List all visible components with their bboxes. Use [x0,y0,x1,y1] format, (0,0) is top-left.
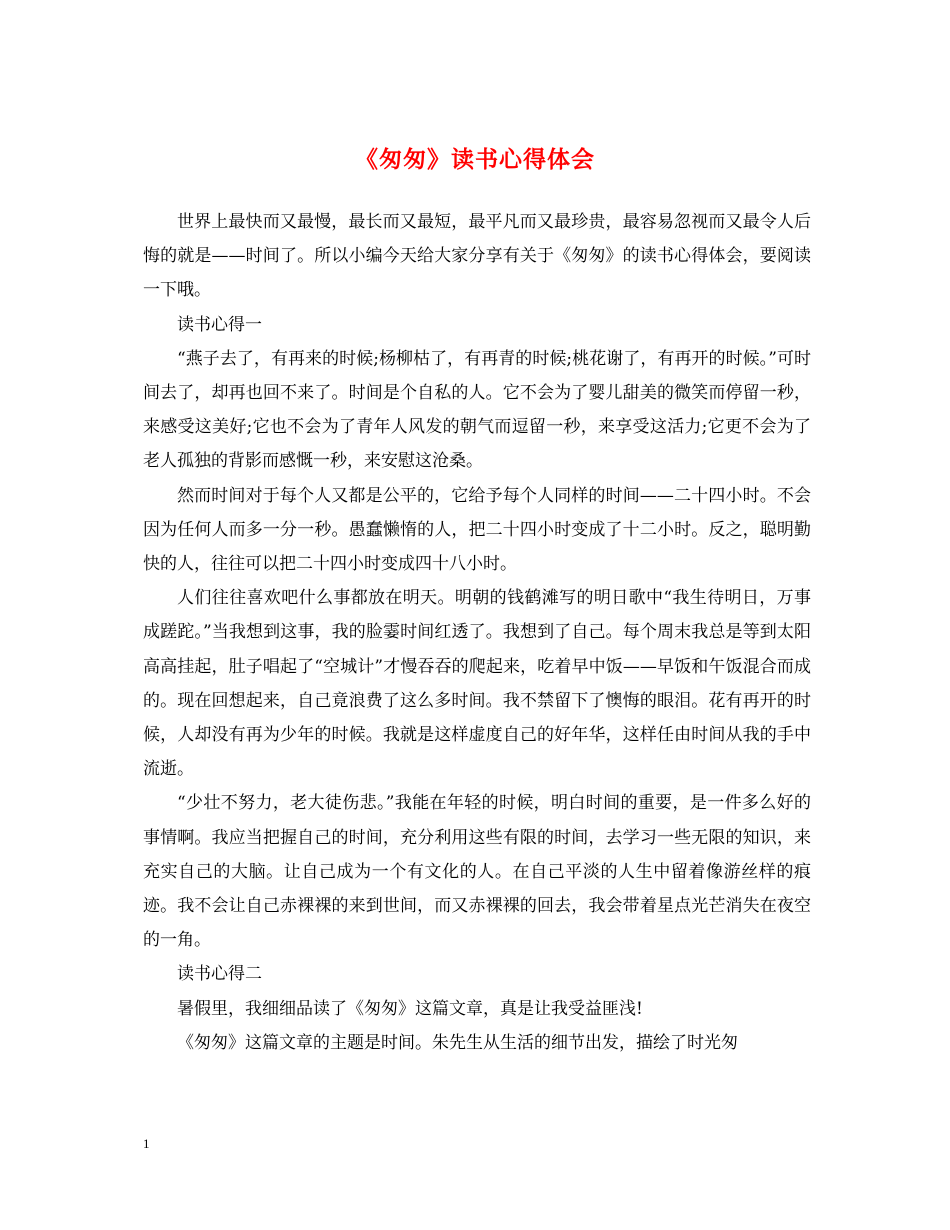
section-heading: 读书心得一 [177,314,262,335]
page-number: 1 [143,1136,150,1151]
body-paragraph: 《匆匆》这篇文章的主题是时间。朱先生从生活的细节出发，描绘了时光匆 [177,1032,738,1053]
document-title: 《匆匆》读书心得体会 [355,146,595,174]
body-paragraph: “少壮不努力，老大徒伤悲。”我能在年轻的时候，明白时间的重要，是一件多么好的事情啊。我应当把握自己的时间，充分利用这些有限的时间，去学习一些无限的知识，来充实自己的大脑。让自己成为一个有文化的人。在自己平淡的人生中留着像游丝样的痕迹。我不会让自己赤裸裸的来到世间，而又赤裸裸的回去，我会带着星点光芒消失在夜空的一角。 [143,793,811,951]
body-paragraph: 人们往往喜欢吧什么事都放在明天。明朝的钱鹤滩写的明日歌中“我生待明日，万事成蹉跎。”当我想到这事，我的脸霎时间红透了。我想到了自己。每个周末我总是等到太阳高高挂起，肚子唱起了“空城计”才慢吞吞的爬起来，吃着早中饭——早饭和午饭混合而成的。现在回想起来，自己竟浪费了这么多时间。我不禁留下了懊悔的眼泪。花有再开的时候，人却没有再为少年的时候。我就是这样虚度自己的好年华，这样任由时间从我的手中流逝。 [143,588,811,780]
document-body [143,205,811,1060]
section-heading: 读书心得二 [177,964,262,985]
body-paragraph: “燕子去了，有再来的时候;杨柳枯了，有再青的时候;桃花谢了，有再开的时候。”可时间去了，却再也回不来了。时间是个自私的人。它不会为了婴儿甜美的微笑而停留一秒，来感受这美好;它也不会为了青年人风发的朝气而逗留一秒，来享受这活力;它更不会为了老人孤独的背影而感慨一秒，来安慰这沧桑。 [143,348,811,472]
body-paragraph: 然而时间对于每个人又都是公平的，它给予每个人同样的时间——二十四小时。不会因为任何人而多一分一秒。愚蠢懒惰的人，把二十四小时变成了十二小时。反之，聪明勤快的人，往往可以把二十四小时变成四十八小时。 [143,485,811,575]
body-paragraph: 世界上最快而又最慢，最长而又最短，最平凡而又最珍贵，最容易忽视而又最令人后悔的就是——时间了。所以小编今天给大家分享有关于《匆匆》的读书心得体会，要阅读一下哦。 [143,212,811,301]
body-paragraph: 暑假里，我细细品读了《匆匆》这篇文章，真是让我受益匪浅! [177,998,643,1019]
